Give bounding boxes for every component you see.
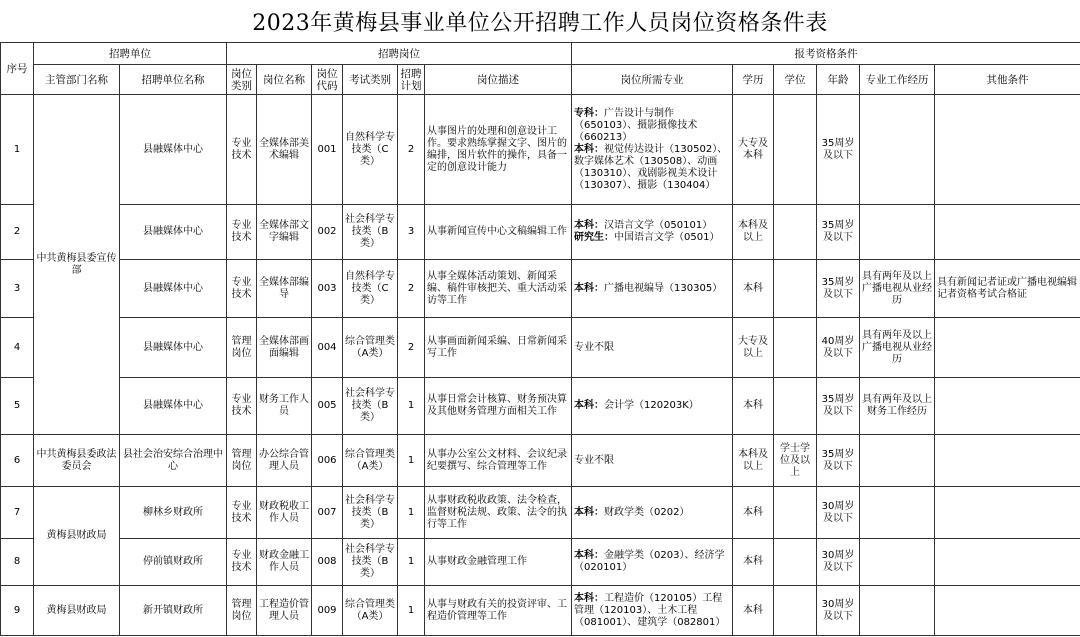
major-label: 本科：	[574, 143, 605, 155]
cell-post-desc[interactable]: 从事办公室公文材料、会议纪录纪要撰写、综合管理等工作	[425, 435, 572, 487]
table-row	[1, 378, 1080, 435]
cell-age[interactable]: 35周岁及以下	[817, 205, 860, 260]
cell-post-name[interactable]: 全媒体部画面编辑	[257, 318, 312, 378]
cell-seq[interactable]: 8	[1, 539, 34, 586]
cell-exam-type[interactable]: 综合管理类（A类）	[343, 318, 398, 378]
cell-experience[interactable]: 具有两年及以上财务工作经历	[860, 378, 935, 435]
cell-degree[interactable]	[774, 487, 817, 539]
cell-plan[interactable]: 2	[398, 260, 425, 318]
cell-post-name[interactable]: 全媒体部编导	[257, 260, 312, 318]
cell-other[interactable]	[935, 205, 1080, 260]
cell-education[interactable]: 大专及以上	[733, 318, 774, 378]
major-label: 本科：	[574, 220, 605, 231]
cell-education[interactable]: 大专及本科	[733, 95, 774, 205]
major-label: 专科：	[574, 107, 605, 119]
major-label: 本科：	[574, 282, 605, 294]
cell-age[interactable]: 40周岁及以下	[817, 318, 860, 378]
cell-degree[interactable]	[774, 586, 817, 636]
cell-post-desc[interactable]: 从事财政税收政策、法令检查，监督财税法规、政策、法令的执行等工作	[425, 487, 572, 539]
cell-category[interactable]: 专业技术	[227, 95, 257, 205]
cell-plan[interactable]: 2	[398, 318, 425, 378]
cell-exam-type[interactable]: 综合管理类（A类）	[343, 435, 398, 487]
cell-post-desc[interactable]: 从事画面新闻采编、日常新闻采写工作	[425, 318, 572, 378]
cell-unit[interactable]: 县融媒体中心	[120, 318, 227, 378]
header-group-unit: 招聘单位	[34, 43, 227, 65]
cell-post-desc[interactable]: 从事新闻宣传中心文稿编辑工作	[425, 205, 572, 260]
cell-major[interactable]	[572, 586, 733, 636]
cell-post-name[interactable]: 工程造价管理人员	[257, 586, 312, 636]
table-row	[1, 260, 1080, 318]
cell-education[interactable]: 本科	[733, 260, 774, 318]
cell-seq[interactable]: 2	[1, 205, 34, 260]
header-exam-type: 考试类别	[343, 65, 398, 95]
cell-experience[interactable]	[860, 586, 935, 636]
cell-category[interactable]: 管理岗位	[227, 435, 257, 487]
cell-post-name[interactable]: 财务工作人员	[257, 378, 312, 435]
cell-age[interactable]: 30周岁及以下	[817, 586, 860, 636]
cell-post-code[interactable]: 005	[312, 378, 343, 435]
cell-unit[interactable]: 县社会治安综合治理中心	[120, 435, 227, 487]
cell-dept[interactable]: 中共黄梅县委宣传部	[34, 95, 120, 435]
cell-seq[interactable]: 7	[1, 487, 34, 539]
major-text: 财政学类（0202）	[604, 506, 690, 518]
cell-age[interactable]: 35周岁及以下	[817, 435, 860, 487]
cell-unit[interactable]: 县融媒体中心	[120, 95, 227, 205]
header-seq: 序号	[1, 43, 34, 95]
cell-exam-type[interactable]: 社会科学专技类（B类）	[343, 539, 398, 586]
cell-education[interactable]: 本科	[733, 487, 774, 539]
cell-category[interactable]: 管理岗位	[227, 586, 257, 636]
major-text: 专业不限	[574, 341, 615, 353]
cell-post-desc[interactable]: 从事与财政有关的投资评审、工程造价管理等工作	[425, 586, 572, 636]
header-post-name: 岗位名称	[257, 65, 312, 95]
header-post-desc: 岗位描述	[425, 65, 572, 95]
cell-major[interactable]	[572, 539, 733, 586]
major-text: 中国语言文学（0501）	[614, 232, 720, 243]
cell-post-name[interactable]: 全媒体部美术编辑	[257, 95, 312, 205]
cell-category[interactable]: 专业技术	[227, 260, 257, 318]
cell-post-code[interactable]: 002	[312, 205, 343, 260]
header-group-conditions: 报考资格条件	[572, 43, 1080, 65]
cell-plan[interactable]: 1	[398, 487, 425, 539]
cell-unit[interactable]: 新开镇财政所	[120, 586, 227, 636]
cell-other[interactable]	[935, 95, 1080, 205]
cell-plan[interactable]: 3	[398, 205, 425, 260]
major-text: 广播电视编导（130305）	[604, 282, 723, 294]
cell-degree[interactable]	[774, 260, 817, 318]
header-experience: 专业工作经历	[860, 65, 935, 95]
header-major: 岗位所需专业	[572, 65, 733, 95]
cell-exam-type[interactable]: 社会科学专技类（B类）	[343, 205, 398, 260]
header-category: 岗位类别	[227, 65, 257, 95]
cell-category[interactable]: 专业技术	[227, 205, 257, 260]
cell-post-name[interactable]: 财政税收工作人员	[257, 487, 312, 539]
cell-experience[interactable]	[860, 205, 935, 260]
cell-seq[interactable]: 4	[1, 318, 34, 378]
cell-degree[interactable]	[774, 95, 817, 205]
cell-other[interactable]	[935, 318, 1080, 378]
cell-post-code[interactable]: 004	[312, 318, 343, 378]
table-row	[1, 487, 1080, 539]
cell-education[interactable]: 本科	[733, 539, 774, 586]
cell-experience[interactable]	[860, 487, 935, 539]
cell-experience[interactable]	[860, 539, 935, 586]
table-title: 2023年黄梅县事业单位公开招聘工作人员岗位资格条件表	[252, 10, 828, 36]
cell-post-name[interactable]: 全媒体部文字编辑	[257, 205, 312, 260]
cell-plan[interactable]: 2	[398, 95, 425, 205]
cell-unit[interactable]: 停前镇财政所	[120, 539, 227, 586]
cell-experience[interactable]	[860, 435, 935, 487]
cell-post-desc[interactable]: 从事日常会计核算、财务预决算及其他财务管理方面相关工作	[425, 378, 572, 435]
cell-degree[interactable]	[774, 539, 817, 586]
table-row	[1, 318, 1080, 378]
cell-post-code[interactable]: 006	[312, 435, 343, 487]
cell-seq[interactable]: 3	[1, 260, 34, 318]
cell-other[interactable]	[935, 378, 1080, 435]
major-label: 本科：	[574, 506, 605, 518]
cell-major[interactable]	[572, 260, 733, 318]
cell-seq[interactable]: 5	[1, 378, 34, 435]
table-row	[1, 95, 1080, 205]
cell-other[interactable]	[935, 539, 1080, 586]
cell-dept[interactable]: 黄梅县财政局	[34, 586, 120, 636]
major-text: 视觉传达设计（130502）、数字媒体艺术（130508）、动画（130310）、戏剧影视美术设计（130307）、摄影（130404）	[574, 143, 728, 191]
major-text: 金融学类（0203）、经济学（020101）	[574, 550, 725, 573]
cell-major[interactable]	[572, 205, 733, 260]
cell-unit[interactable]: 县融媒体中心	[120, 205, 227, 260]
cell-degree[interactable]: 学士学位及以上	[774, 435, 817, 487]
cell-major[interactable]	[572, 95, 733, 205]
cell-experience[interactable]: 具有两年及以上广播电视从业经历	[860, 260, 935, 318]
qualification-table	[0, 42, 1080, 636]
major-text: 工程造价（120105）工程管理（120103）、土木工程（081001）、建筑学（082801）	[574, 592, 726, 628]
cell-age[interactable]: 30周岁及以下	[817, 487, 860, 539]
cell-plan[interactable]: 1	[398, 378, 425, 435]
cell-category[interactable]: 专业技术	[227, 378, 257, 435]
table-row	[1, 205, 1080, 260]
cell-degree[interactable]	[774, 205, 817, 260]
cell-education[interactable]: 本科及以上	[733, 435, 774, 487]
cell-age[interactable]: 35周岁及以下	[817, 260, 860, 318]
cell-unit[interactable]: 柳林乡财政所	[120, 487, 227, 539]
cell-major[interactable]	[572, 318, 733, 378]
cell-experience[interactable]	[860, 95, 935, 205]
cell-unit[interactable]: 县融媒体中心	[120, 378, 227, 435]
table-row	[1, 586, 1080, 636]
cell-category[interactable]: 专业技术	[227, 539, 257, 586]
cell-plan[interactable]: 1	[398, 586, 425, 636]
cell-post-desc[interactable]: 从事图片的处理和创意设计工作。要求熟练掌握文字、图片的编排，图片软件的操作，具备一定的创意设计能力	[425, 95, 572, 205]
cell-plan[interactable]: 1	[398, 435, 425, 487]
header-dept: 主管部门名称	[34, 65, 120, 95]
cell-post-code[interactable]: 003	[312, 260, 343, 318]
major-label: 本科：	[574, 592, 605, 604]
header-post-code: 岗位代码	[312, 65, 343, 95]
cell-category[interactable]: 专业技术	[227, 487, 257, 539]
cell-post-code[interactable]: 009	[312, 586, 343, 636]
cell-post-name[interactable]: 财政金融工作人员	[257, 539, 312, 586]
cell-plan[interactable]: 1	[398, 539, 425, 586]
cell-exam-type[interactable]: 社会科学专技类（B类）	[343, 378, 398, 435]
cell-dept[interactable]: 中共黄梅县委政法委员会	[34, 435, 120, 487]
cell-post-code[interactable]: 008	[312, 539, 343, 586]
header-education: 学历	[733, 65, 774, 95]
cell-seq[interactable]: 1	[1, 95, 34, 205]
header-other: 其他条件	[935, 65, 1080, 95]
cell-age[interactable]: 30周岁及以下	[817, 539, 860, 586]
header-age: 年龄	[817, 65, 860, 95]
cell-dept[interactable]: 黄梅县财政局	[34, 487, 120, 586]
cell-post-code[interactable]: 001	[312, 95, 343, 205]
cell-age[interactable]: 35周岁及以下	[817, 95, 860, 205]
table-row	[1, 539, 1080, 586]
cell-seq[interactable]: 6	[1, 435, 34, 487]
table-row	[1, 435, 1080, 487]
cell-other[interactable]	[935, 586, 1080, 636]
cell-post-desc[interactable]: 从事财政金融管理工作	[425, 539, 572, 586]
cell-other[interactable]	[935, 435, 1080, 487]
major-text: 会计学（120203K）	[604, 400, 699, 411]
cell-education[interactable]: 本科及以上	[733, 205, 774, 260]
major-text: 专业不限	[574, 454, 615, 466]
cell-post-name[interactable]: 办公综合管理人员	[257, 435, 312, 487]
cell-post-code[interactable]: 007	[312, 487, 343, 539]
major-text: 广告设计与制作（650103）、摄影摄像技术（660213）	[574, 107, 698, 143]
cell-age[interactable]: 35周岁及以下	[817, 378, 860, 435]
cell-major[interactable]	[572, 435, 733, 487]
major-label: 本科：	[574, 550, 605, 561]
header-plan: 招聘计划	[398, 65, 425, 95]
header-degree: 学位	[774, 65, 817, 95]
header-group-post: 招聘岗位	[227, 43, 572, 65]
cell-exam-type[interactable]: 自然科学专技类（C类）	[343, 260, 398, 318]
cell-degree[interactable]	[774, 318, 817, 378]
cell-seq[interactable]: 9	[1, 586, 34, 636]
cell-education[interactable]: 本科	[733, 586, 774, 636]
cell-education[interactable]: 本科	[733, 378, 774, 435]
cell-experience[interactable]: 具有两年及以上广播电视从业经历	[860, 318, 935, 378]
header-unit: 招聘单位名称	[120, 65, 227, 95]
cell-major[interactable]	[572, 487, 733, 539]
cell-major[interactable]	[572, 378, 733, 435]
major-text: 汉语言文学（050101）	[604, 220, 713, 231]
cell-degree[interactable]	[774, 378, 817, 435]
cell-other[interactable]: 具有新闻记者证或广播电视编辑记者资格考试合格证	[935, 260, 1080, 318]
cell-exam-type[interactable]: 自然科学专技类（C类）	[343, 95, 398, 205]
cell-post-desc[interactable]: 从事全媒体活动策划、新闻采编、稿件审核把关、重大活动采访等工作	[425, 260, 572, 318]
cell-other[interactable]	[935, 487, 1080, 539]
major-label: 研究生：	[574, 232, 615, 243]
cell-unit[interactable]: 县融媒体中心	[120, 260, 227, 318]
cell-exam-type[interactable]: 综合管理类（A类）	[343, 586, 398, 636]
major-label: 本科：	[574, 400, 605, 411]
cell-category[interactable]: 管理岗位	[227, 318, 257, 378]
cell-exam-type[interactable]: 社会科学专技类（B类）	[343, 487, 398, 539]
